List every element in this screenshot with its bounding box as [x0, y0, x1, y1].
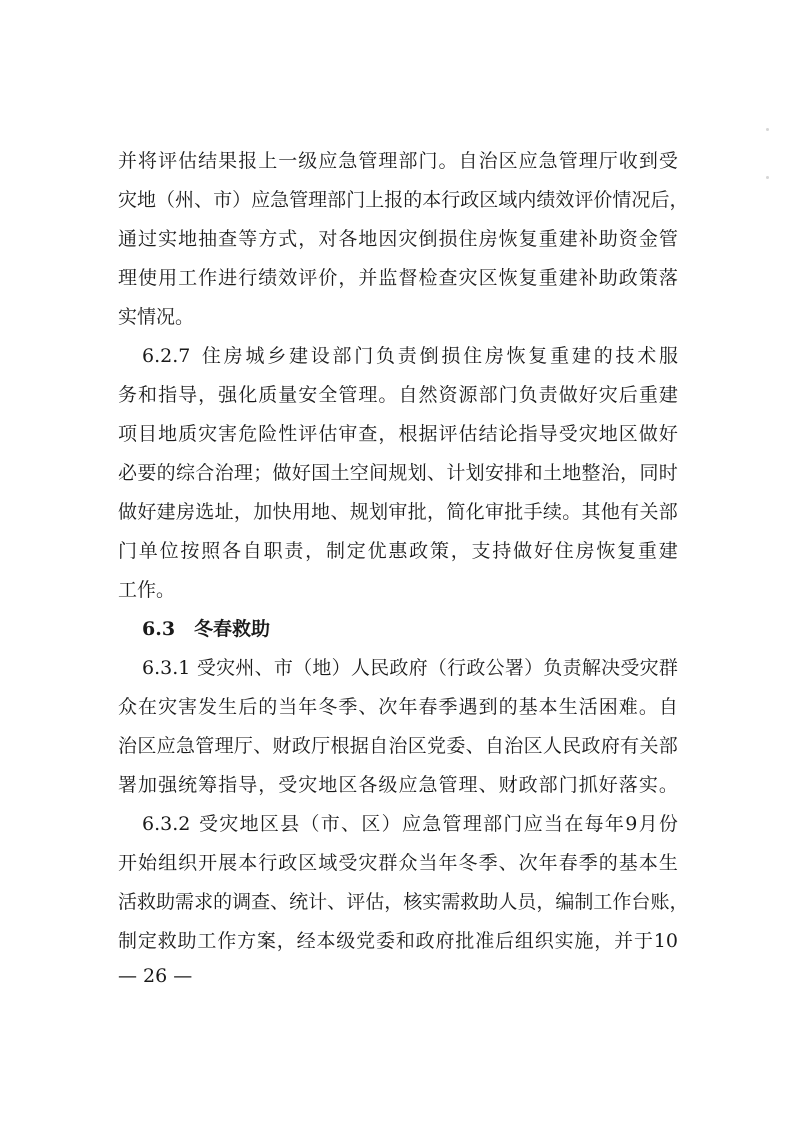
- text-line: 做 好 建 房 选 址 ， 加 快 用 地 、 规 划 审 批 ， 简 化 审 批 手 续 。 其 他 有 关 部: [118, 501, 678, 523]
- text-line: 6.3.1 受 灾 州 、 市 （ 地 ） 人 民 政 府 （ 行 政 公 署 ） 负 责 解 决 受 灾 群: [142, 657, 678, 679]
- section-heading-line: 6.3 冬春救助: [142, 618, 271, 640]
- text-line: 灾 地 （ 州 、 市 ） 应 急 管 理 部 门 上 报 的 本 行 政 区 域 内 绩 效 评 价 情 况 后 ，: [118, 189, 689, 211]
- text-line: 6.3.2 受 灾 地 区 县 （ 市 、 区 ） 应 急 管 理 部 门 应 当 在 每 年 9 月 份: [142, 813, 678, 835]
- text-line: 通 过 实 地 抽 查 等 方 式 ， 对 各 地 因 灾 倒 损 住 房 恢 复 重 建 补 助 资 金 管: [118, 228, 678, 250]
- text-line: 并 将 评 估 结 果 报 上 一 级 应 急 管 理 部 门 。 自 治 区 应 急 管 理 厅 收 到 受: [118, 150, 678, 172]
- text-line: 项 目 地 质 灾 害 危 险 性 评 估 审 查 ， 根 据 评 估 结 论 指 导 受 灾 地 区 做 好: [118, 423, 678, 445]
- text-line: 署 加 强 统 筹 指 导 ， 受 灾 地 区 各 级 应 急 管 理 、 财 政 部 门 抓 好 落 实 。: [118, 774, 678, 796]
- text-line: 门 单 位 按 照 各 自 职 责 ， 制 定 优 惠 政 策 ， 支 持 做 好 住 房 恢 复 重 建: [118, 540, 678, 562]
- text-line: 治 区 应 急 管 理 厅 、 财 政 厅 根 据 自 治 区 党 委 、 自 治 区 人 民 政 府 有 关 部: [118, 735, 678, 757]
- text-line: 实情况。: [118, 306, 195, 328]
- text-line: 工作。: [118, 579, 176, 601]
- text-line: 6.2.7 住 房 城 乡 建 设 部 门 负 责 倒 损 住 房 恢 复 重 建 的 技 术 服: [142, 345, 678, 367]
- page-number: — 26 —: [118, 965, 193, 987]
- text-line: 开 始 组 织 开 展 本 行 政 区 域 受 灾 群 众 当 年 冬 季 、 次 年 春 季 的 基 本 生: [118, 852, 678, 874]
- scan-artifact: [766, 176, 769, 179]
- text-line: 必 要 的 综 合 治 理 ； 做 好 国 土 空 间 规 划 、 计 划 安 排 和 土 地 整 治 ， 同 时: [118, 462, 678, 484]
- scan-artifact: [766, 128, 769, 131]
- text-line: 活 救 助 需 求 的 调 查 、 统 计 、 评 估 ， 核 实 需 救 助 人 员 ， 编 制 工 作 台 账 ，: [118, 891, 689, 913]
- text-line: 理 使 用 工 作 进 行 绩 效 评 价 ， 并 监 督 检 查 灾 区 恢 复 重 建 补 助 政 策 落: [118, 267, 678, 289]
- text-line: 制 定 救 助 工 作 方 案 ， 经 本 级 党 委 和 政 府 批 准 后 组 织 实 施 ， 并 于 10: [118, 930, 678, 952]
- text-line: 务 和 指 导 ， 强 化 质 量 安 全 管 理 。 自 然 资 源 部 门 负 责 做 好 灾 后 重 建: [118, 384, 678, 406]
- body-text: [118, 142, 689, 961]
- text-line: 众 在 灾 害 发 生 后 的 当 年 冬 季 、 次 年 春 季 遇 到 的 基 本 生 活 困 难 。 自: [118, 696, 678, 718]
